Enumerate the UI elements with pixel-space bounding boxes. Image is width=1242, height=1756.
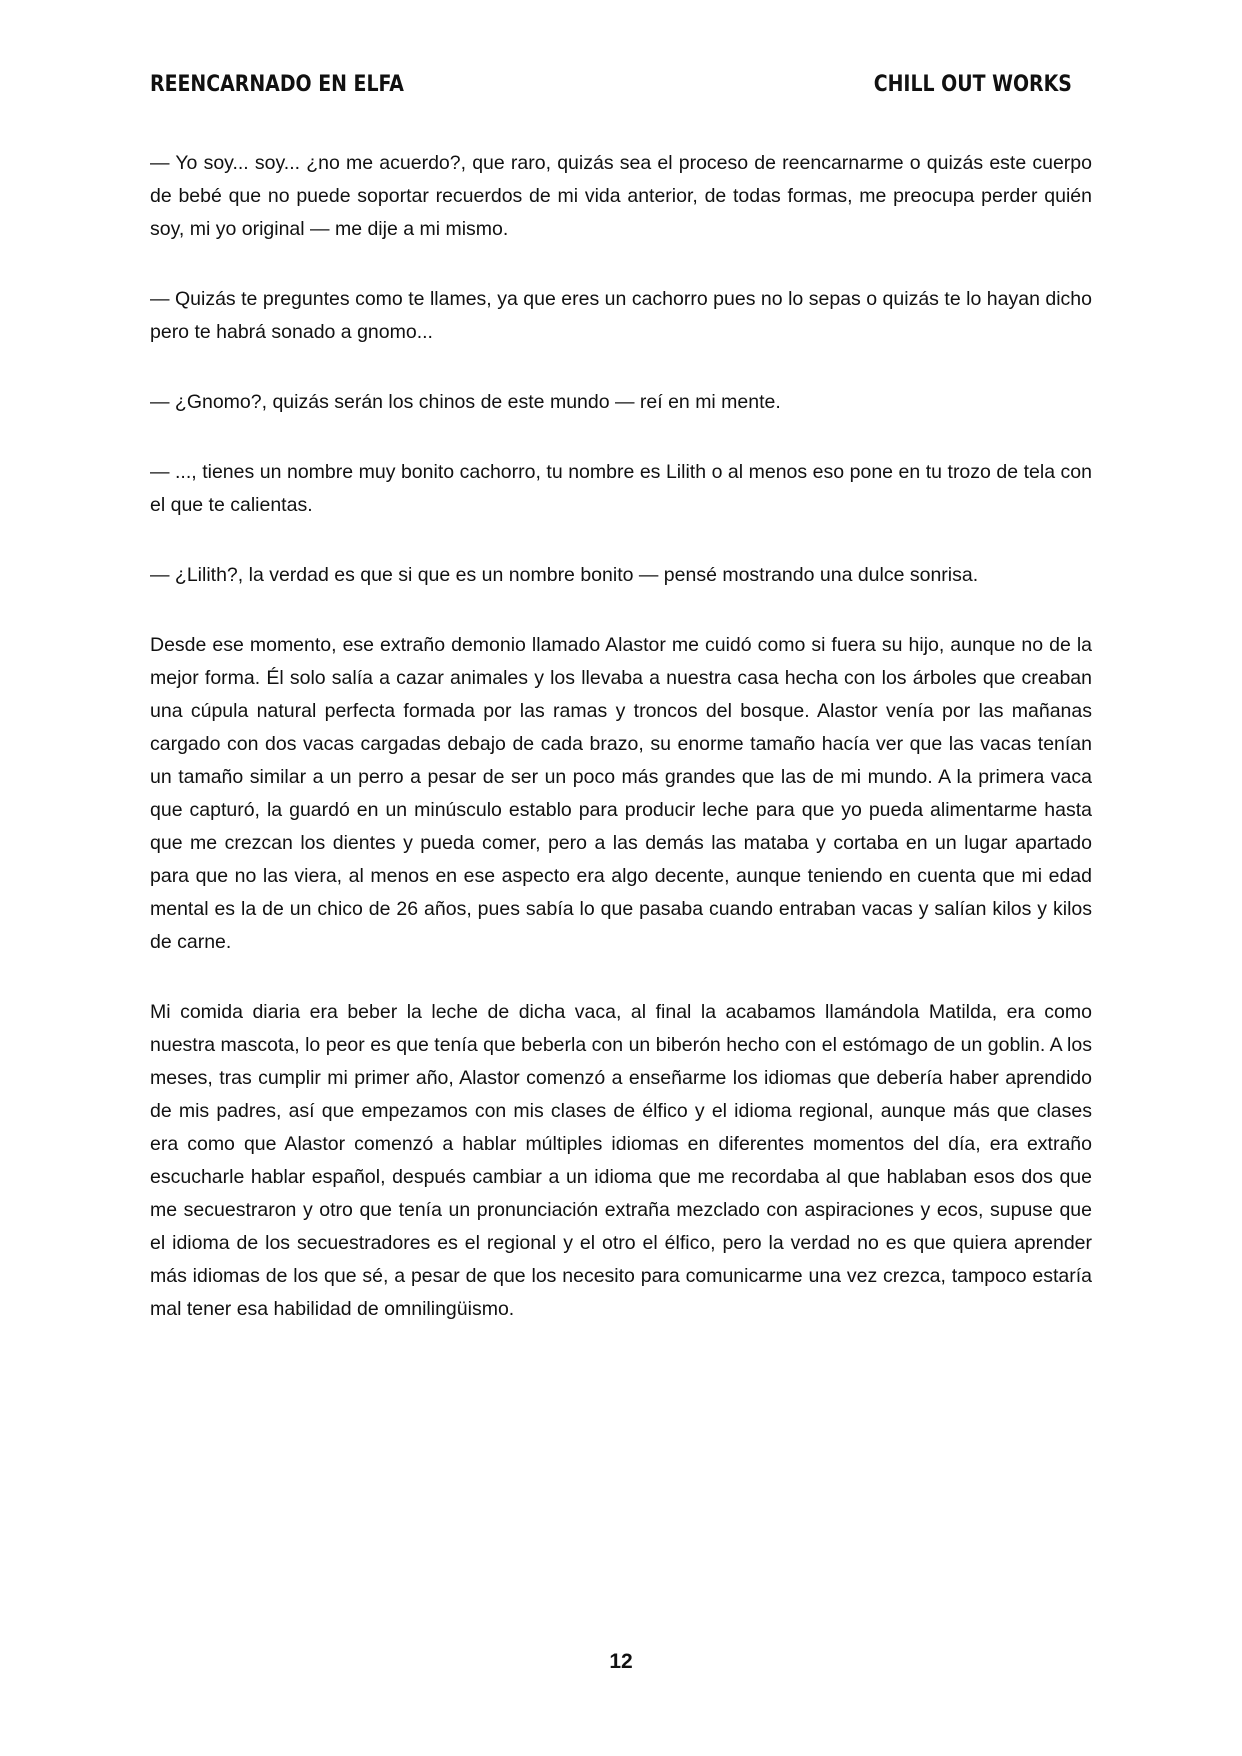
book-title: REENCARNADO EN ELFA <box>150 72 404 97</box>
body-text <box>150 147 1092 1363</box>
paragraph-1: — Yo soy... soy... ¿no me acuerdo?, que raro, quizás sea el proceso de reencarnarme o quizás este cuerpo de bebé que no puede soportar recuerdos de mi vida anterior, de todas formas, me preocupa perder quién soy, mi yo original — me dije a mi mismo. <box>150 152 1092 240</box>
paragraph-5: — ¿Lilith?, la verdad es que si que es un nombre bonito — pensé mostrando una dulce sonrisa. <box>150 564 979 586</box>
paragraph-6: Desde ese momento, ese extraño demonio llamado Alastor me cuidó como si fuera su hijo, aunque no de la mejor forma. Él solo salía a cazar animales y los llevaba a nuestra casa hecha con los árboles que creaban una cúpula natural perfecta formada por las ramas y troncos del bosque. Alastor venía por las mañanas cargado con dos vacas cargadas debajo de cada brazo, su enorme tamaño hacía ver que las vacas tenían un tamaño similar a un perro a pesar de ser un poco más grandes que las de mi mundo. A la primera vaca que capturó, la guardó en un minúsculo establo para producir leche para que yo pueda alimentarme hasta que me crezcan los dientes y pueda comer, pero a las demás las mataba y cortaba en un lugar apartado para que no las viera, al menos en ese aspecto era algo decente, aunque teniendo en cuenta que mi edad mental es la de un chico de 26 años, pues sabía lo que pasaba cuando entraban vacas y salían kilos y kilos de carne. <box>150 634 1092 953</box>
paragraph-4: — ..., tienes un nombre muy bonito cachorro, tu nombre es Lilith o al menos eso pone en tu trozo de tela con el que te calientas. <box>150 461 1092 516</box>
publisher-name: CHILL OUT WORKS <box>873 72 1072 97</box>
page-header <box>150 72 1072 97</box>
paragraph-7: Mi comida diaria era beber la leche de dicha vaca, al final la acabamos llamándola Matilda, era como nuestra mascota, lo peor es que tenía que beberla con un biberón hecho con el estómago de un goblin. A los meses, tras cumplir mi primer año, Alastor comenzó a enseñarme los idiomas que debería haber aprendido de mis padres, así que empezamos con mis clases de élfico y el idioma regional, aunque más que clases era como que Alastor comenzó a hablar múltiples idiomas en diferentes momentos del día, era extraño escucharle hablar español, después cambiar a un idioma que me recordaba al que hablaban esos dos que me secuestraron y otro que tenía un pronunciación extraña mezclado con aspiraciones y ecos, supuse que el idioma de los secuestradores es el regional y el otro el élfico, pero la verdad no es que quiera aprender más idiomas de los que sé, a pesar de que los necesito para comunicarme una vez crezca, tampoco estaría mal tener esa habilidad de omnilingüismo. <box>150 1001 1092 1320</box>
paragraph-3: — ¿Gnomo?, quizás serán los chinos de este mundo — reí en mi mente. <box>150 391 781 413</box>
page-number: 12 <box>609 1650 633 1673</box>
paragraph-2: — Quizás te preguntes como te llames, ya que eres un cachorro pues no lo sepas o quizás te lo hayan dicho pero te habrá sonado a gnomo... <box>150 288 1092 343</box>
